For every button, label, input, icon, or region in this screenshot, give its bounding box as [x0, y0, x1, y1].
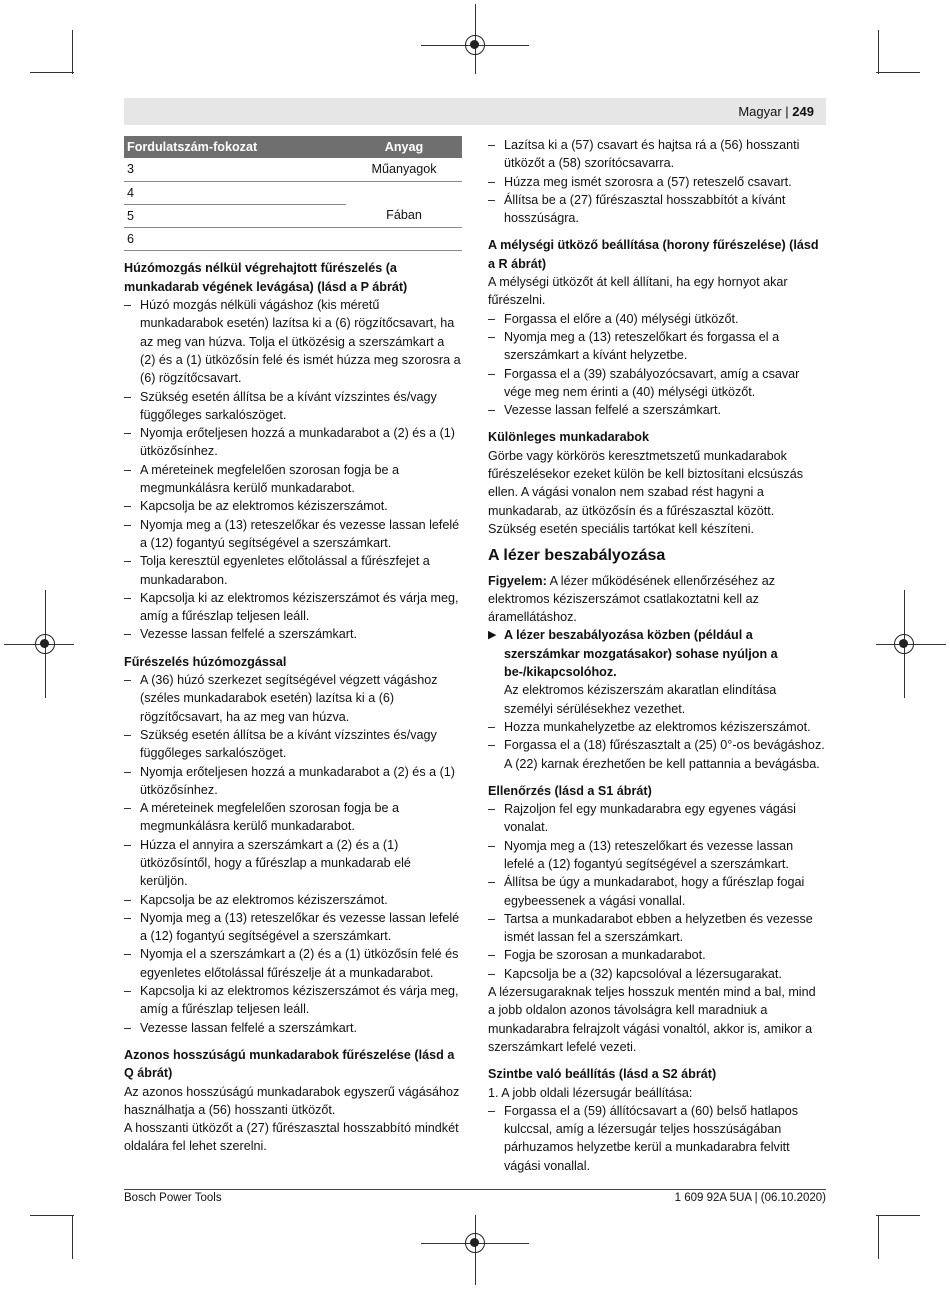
list-item: – Nyomja erőteljesen hozzá a munkadarabot a (2) és a (1) ütközősínhez. — [124, 424, 462, 461]
table-cell-level: 5 — [124, 204, 346, 227]
list-no-pull-cut — [124, 296, 462, 644]
registration-mark-icon — [465, 35, 485, 55]
paragraph: Szükség esetén speciális tartókat kell készíteni. — [488, 521, 754, 536]
list-item: – Kapcsolja ki az elektromos kéziszerszámot és várja meg, amíg a fűrészlap teljesen leáll. — [124, 589, 462, 626]
list-item: – Kapcsolja be az elektromos kéziszerszámot. — [124, 891, 462, 909]
list-item: – Húzza meg ismét szorosra a (57) reteszelő csavart. — [488, 173, 826, 191]
list-item: – Tartsa a munkadarabot ebben a helyzetben és vezesse ismét lassan fel a szerszámkart. — [488, 910, 826, 947]
list-item: – Szükség esetén állítsa be a kívánt vízszintes és/vagy függőleges sarkalószöget. — [124, 726, 462, 763]
list-item: – Forgassa el a (18) fűrészasztalt a (25) 0°-os bevágáshoz. A (22) karnak érezhetően be kell pattannia a bevágásba. — [488, 736, 826, 773]
section-heading-depth-stop: A mélységi ütköző beállítása (horony fűrészelése) (lásd a R ábrát) — [488, 238, 819, 271]
header-page-number: 249 — [792, 104, 814, 119]
crop-mark — [72, 1215, 73, 1259]
list-item: – Forgassa el a (39) szabályozócsavart, amíg a csavar vége meg nem érinti a (40) mélységi ütközőt. — [488, 365, 826, 402]
table-cell-material: Fában — [346, 204, 462, 227]
crop-mark — [878, 1215, 879, 1259]
table-header-speed: Fordulatszám-fokozat — [124, 136, 346, 158]
list-item: – Forgassa el előre a (40) mélységi ütközőt. — [488, 310, 826, 328]
registration-mark-icon — [465, 1233, 485, 1253]
table-cell-level: 4 — [124, 181, 346, 204]
list-item: – Vezesse lassan felfelé a szerszámkart. — [124, 625, 462, 643]
warning-subtext: Az elektromos kéziszerszám akaratlan elindítása személyi sérülésekhez vezethet. — [504, 683, 777, 716]
note-text: A lézer működésének ellenőrzéséhez az elektromos kéziszerszámot csatlakoztatni kell az áramellátáshoz. — [488, 573, 776, 625]
paragraph: Görbe vagy körkörös keresztmetszetű munkadarabok fűrészelésekor ezeket külön be kell biztosítani elcsúszás ellen. A vágási vonalon nem szabad rést hagyni a munkadarab, az ütközősín és a fűrészasztal között. — [488, 448, 804, 518]
registration-mark-icon — [894, 634, 914, 654]
list-item: – Fogja be szorosan a munkadarabot. — [488, 946, 826, 964]
list-check — [488, 800, 826, 983]
paragraph: Az azonos hosszúságú munkadarabok egyszerű vágásához használhatja a (56) hosszanti ütközőt. — [124, 1084, 460, 1117]
right-column — [488, 136, 826, 1175]
table-row — [124, 204, 462, 227]
paragraph: A lézersugaraknak teljes hosszuk mentén mind a bal, mind a jobb oldalon azonos távolságra kell maradniuk a munkadarabra felrajzolt vágási vonaltól, akkor is, amikor a szerszámkart lefelé vezeti. — [488, 985, 816, 1054]
list-item: – Állítsa be a (27) fűrészasztal hosszabbítót a kívánt hosszúságra. — [488, 191, 826, 228]
list-item: – Nyomja meg a (13) reteszelőkart és vezesse lassan lefelé a (12) fogantyú segítségével a szerszámkart. — [488, 837, 826, 874]
paragraph: A hosszanti ütközőt a (27) fűrészasztal hosszabbító mindkét oldalára fel lehet szerelni. — [124, 1121, 459, 1154]
section-heading-same-length: Azonos hosszúságú munkadarabok fűrészelése (lásd a Q ábrát) — [124, 1047, 455, 1081]
table-cell-material: Műanyagok — [346, 158, 462, 181]
table-row — [124, 158, 462, 181]
list-item: – Kapcsolja be az elektromos kéziszerszámot. — [124, 497, 462, 515]
section-heading-check: Ellenőrzés (lásd a S1 ábrát) — [488, 783, 652, 798]
list-item: – Tolja keresztül egyenletes előtolással a fűrészfejet a munkadarabon. — [124, 552, 462, 589]
page-header-band — [124, 98, 826, 125]
crop-mark — [72, 30, 73, 74]
footer-rule — [124, 1189, 826, 1190]
list-item: – A méreteinek megfelelően szorosan fogja be a megmunkálásra kerülő munkadarabot. — [124, 461, 462, 498]
section-heading-laser-adjustment: A lézer beszabályozása — [488, 547, 666, 565]
list-item: – Nyomja meg a (13) reteszelőkart és forgassa el a szerszámkart a kívánt helyzetbe. — [488, 328, 826, 365]
warning-text: A lézer beszabályozása közben (például a szerszámkar mozgatásakor) sohase nyúljon a be-/kikapcsolóhoz. — [504, 628, 778, 680]
list-item: – Rajzoljon fel egy munkadarabra egy egyenes vágási vonalat. — [488, 800, 826, 837]
table-cell-level: 6 — [124, 228, 346, 251]
section-heading-level-adjust: Szintbe való beállítás (lásd a S2 ábrát) — [488, 1067, 717, 1082]
note-label: Figyelem: — [488, 573, 547, 588]
list-depth-stop — [488, 310, 826, 420]
table-header-material: Anyag — [346, 136, 462, 158]
triangle-bullet-icon: ▶ — [488, 629, 497, 642]
section-heading-pull-cut: Fűrészelés húzómozgással — [124, 654, 287, 669]
list-laser-prep — [488, 718, 826, 773]
list-pull-cut — [124, 671, 462, 1037]
list-item: – Nyomja erőteljesen hozzá a munkadarabot a (2) és a (1) ütközősínhez. — [124, 763, 462, 800]
footer-brand: Bosch Power Tools — [124, 1192, 222, 1204]
page-header: Magyar | 249 — [738, 104, 814, 119]
list-item: – Nyomja el a szerszámkart a (2) és a (1) ütközősín felé és egyenletes előtolással fűrészelje át a munkadarabot. — [124, 945, 462, 982]
list-item: – Szükség esetén állítsa be a kívánt vízszintes és/vagy függőleges sarkalószöget. — [124, 388, 462, 425]
paragraph: A mélységi ütközőt át kell állítani, ha egy hornyot akar fűrészelni. — [488, 275, 788, 308]
paragraph: 1. A jobb oldali lézersugár beállítása: — [488, 1085, 693, 1100]
list-item: – Vezesse lassan felfelé a szerszámkart. — [124, 1019, 462, 1037]
list-item: – A méreteinek megfelelően szorosan fogja be a megmunkálásra kerülő munkadarabot. — [124, 799, 462, 836]
table-cell-material — [346, 228, 462, 251]
note-paragraph — [488, 572, 826, 627]
list-item: – Nyomja meg a (13) reteszelőkar és vezesse lassan lefelé a (12) fogantyú segítségével a szerszámkart. — [124, 516, 462, 553]
crop-mark — [30, 1215, 74, 1216]
footer-doc-id: 1 609 92A 5UA | (06.10.2020) — [674, 1192, 826, 1204]
list-item: – Forgassa el a (59) állítócsavart a (60) belső hatlapos kulccsal, amíg a lézersugár teljes hosszúságában párhuzamos helyzetbe kerül a munkadarabra felvitt vágási vonallal. — [488, 1102, 826, 1175]
list-item: – Nyomja meg a (13) reteszelőkar és vezesse lassan lefelé a (12) fogantyú segítségével a szerszámkart. — [124, 909, 462, 946]
table-cell-material — [346, 181, 462, 204]
crop-mark — [876, 72, 920, 73]
header-language: Magyar — [738, 104, 782, 119]
crop-mark — [878, 30, 879, 74]
list-level-adjust — [488, 1102, 826, 1175]
speed-material-table — [124, 136, 462, 251]
list-item: – Húzza el annyira a szerszámkart a (2) és a (1) ütközősíntől, hogy a fűrészlap a munkadarab elé kerüljön. — [124, 836, 462, 891]
section-heading-no-pull-cut: Húzómozgás nélkül végrehajtott fűrészelés (a munkadarab végének levágása) (lásd a P ábrát) — [124, 261, 408, 294]
list-length-stop — [488, 136, 826, 227]
list-item: – Hozza munkahelyzetbe az elektromos kéziszerszámot. — [488, 718, 826, 736]
list-item: – Lazítsa ki a (57) csavart és hajtsa rá a (56) hosszanti ütközőt a (58) szorítócsavarra. — [488, 136, 826, 173]
registration-mark-icon — [35, 634, 55, 654]
safety-warning — [488, 626, 826, 681]
list-item: – Kapcsolja ki az elektromos kéziszerszámot és várja meg, amíg a fűrészlap teljesen leáll. — [124, 982, 462, 1019]
list-item: – Állítsa be úgy a munkadarabot, hogy a fűrészlap fogai egybeessenek a vágási vonallal. — [488, 873, 826, 910]
list-item: – Vezesse lassan felfelé a szerszámkart. — [488, 401, 826, 419]
list-item: – A (36) húzó szerkezet segítségével végzett vágáshoz (széles munkadarabok esetén) lazítsa ki a (6) rögzítőcsavart, ha az meg van húzva. — [124, 671, 462, 726]
table-row — [124, 181, 462, 204]
left-column — [124, 136, 462, 1156]
list-item: – Húzó mozgás nélküli vágáshoz (kis méretű munkadarabok esetén) lazítsa ki a (6) rögzítőcsavart, ha az meg van húzva. Tolja el ütközésig a szerszámkart a (2) és a (1) ütközősín felé és ismét húzza meg szorosra a (6) rögzítőcsavart. — [124, 296, 462, 387]
crop-mark — [30, 72, 74, 73]
section-heading-special-workpieces: Különleges munkadarabok — [488, 430, 649, 445]
table-row — [124, 228, 462, 251]
crop-mark — [876, 1215, 920, 1216]
list-item: – Kapcsolja be a (32) kapcsolóval a lézersugarakat. — [488, 965, 826, 983]
table-cell-level: 3 — [124, 158, 346, 181]
